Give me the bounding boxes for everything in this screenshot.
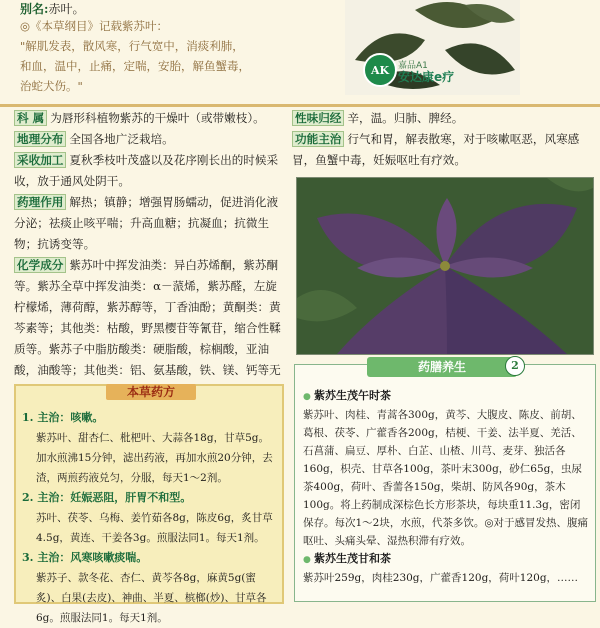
brand-name: 安达康e疗 [398, 70, 455, 84]
section-chemistry [14, 255, 284, 402]
box-number-badge: 2 [505, 356, 525, 376]
box-title-text: 药膳养生 [417, 360, 466, 374]
section-text: 行气和胃，解表散寒，对于咳嗽呕恶，风寒感冒，鱼蟹中毒，妊娠呕吐有疗效。 [292, 132, 580, 167]
box-title: 本草药方 [106, 384, 196, 400]
section-tag: 化学成分 [14, 257, 66, 273]
quote-line: 治蛇犬伤。" [20, 79, 83, 93]
prescription-heading: 1. 主治：咳嗽。 [22, 411, 104, 424]
perilla-plant-photo [296, 177, 594, 355]
section-tag: 功能主治 [292, 131, 344, 147]
section-text: 夏秋季枝叶茂盛以及花序刚长出的时候采收，放于通风处阴干。 [14, 153, 279, 188]
prescription-text: 紫苏叶、甜杏仁、枇杷叶、大蒜各18g，甘草5g。加水煎沸15分钟，滤出药液，再加水煎20分钟，去渣，两煎药液兑匀，分服，每天1～2剂。 [36, 432, 273, 484]
medicinal-diet-box [294, 359, 596, 602]
prescription-text: 苏叶、茯苓、乌梅、姜竹茹各8g，陈皮6g，炙甘草4.5g，黄连、干姜各3g。煎服法同1。每天1剂。 [36, 512, 273, 544]
left-column [14, 108, 284, 402]
recipe-heading: ● 紫苏生茂午时茶 [303, 387, 589, 406]
quote-line: ◎《本草纲目》记载紫苏叶： [20, 19, 169, 33]
section-tag: 性味归经 [292, 110, 344, 126]
section-tag: 药理作用 [14, 194, 66, 210]
classic-quote [20, 16, 340, 96]
prescription-heading: 3. 主治：风寒咳嗽痰喘。 [22, 551, 148, 564]
prescription-list [22, 408, 277, 628]
section-text: 解热；镇静；增强胃肠蠕动，促进消化液分泌；祛痰止咳平喘；升高血糖；抗凝血；抗微生物；抗诱变等。 [14, 195, 279, 251]
box-title [367, 357, 517, 377]
brand-tagline: 嘉品A1 [398, 61, 428, 71]
herbal-prescriptions-box [14, 384, 284, 624]
section-family [14, 108, 284, 129]
section-distribution [14, 129, 284, 150]
right-column [292, 108, 590, 171]
divider [0, 104, 600, 107]
section-function [292, 129, 590, 171]
section-tag: 科 属 [14, 110, 47, 126]
section-text: 为唇形科植物紫苏的干燥叶（或带嫩枝）。 [50, 111, 265, 125]
alias-label: 别名: [20, 2, 49, 16]
top-section [0, 0, 600, 100]
alias-line [20, 0, 84, 17]
recipe-heading: ● 紫苏生茂甘和茶 [303, 550, 589, 569]
recipe-text: 紫苏叶、肉桂、青蒿各300g，黄芩、大腹皮、陈皮、前胡、葛根、茯苓、广藿香各200g，桔梗、干姜、法半夏、羌活、石菖蒲、扁豆、厚朴、白芷、山楂、川芎、麦芽、独活各160g，枳壳、甘草各100g，茶叶末300g，砂仁65g，虫尿茶400g，荷叶、香薷各150g，柴胡、防风各90g，茶木100g。将上药制成深棕色长方形茶块，每块重11.3g，密闭保存。每次1～2块，水煎，代茶多饮。◎对于感冒发热、腹痛呕吐、头痛头晕、湿热积滞有疗效。 [303, 409, 589, 547]
section-tag: 采收加工 [14, 152, 66, 168]
section-pharmacology [14, 192, 284, 255]
brand-logo: AK [363, 53, 397, 87]
prescription-heading: 2. 主治：妊娠恶阻，肝胃不和型。 [22, 491, 192, 504]
prescription-text: 紫苏子、款冬花、杏仁、黄芩各8g，麻黄5g(蜜炙)、白果(去皮)、神曲、半夏、槟榔(炒)、甘草各6g。煎服法同1。每天1剂。 [36, 572, 267, 624]
section-text: 辛，温。归肺、脾经。 [347, 111, 464, 125]
quote-line: "解肌发表，散风寒，行气宽中，消痰利肺， [20, 39, 244, 53]
section-tag: 地理分布 [14, 131, 66, 147]
section-text: 紫苏叶中挥发油类：异白苏烯酮，紫苏酮等。紫苏全草中挥发油类：α－蒎烯，紫苏醛，左旋柠檬烯，薄荷醇，紫苏醇等，丁香油酚；黄酮类：黄芩素等；其他类：枯酸，野黑樱苷等氰苷，缩合性鞣质等。紫苏子中脂肪酸类：硬脂酸，棕榈酸，亚油酸，油酸等；其他类：铝、氨基酸，铁、镁、钙等无 [14, 258, 281, 377]
quote-line: 和血，温中，止痛，定喘，安胎，解鱼蟹毒， [20, 59, 250, 73]
section-harvest [14, 150, 284, 192]
section-text: 全国各地广泛栽培。 [69, 132, 174, 146]
recipe-list [303, 387, 589, 587]
section-nature [292, 108, 590, 129]
alias-value: 赤叶。 [48, 2, 85, 16]
recipe-text: 紫苏叶259g，肉桂230g，广藿香120g，荷叶120g，…… [303, 572, 579, 584]
